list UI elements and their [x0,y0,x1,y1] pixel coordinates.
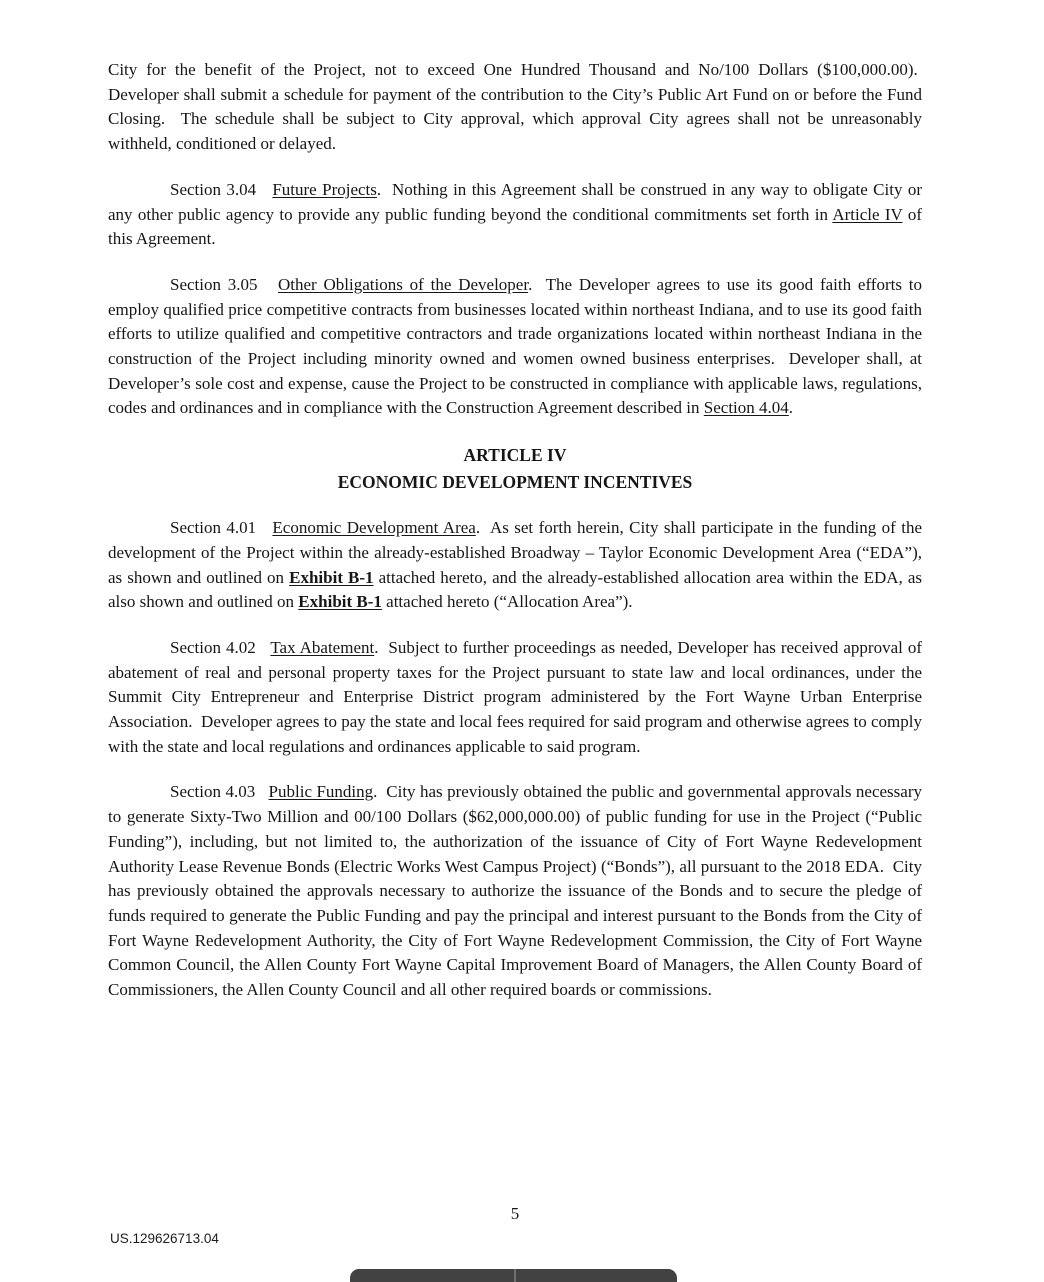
page-number: 5 [510,1204,520,1223]
paragraph [108,516,922,615]
text-run: . Subject to further proceedings as needed, Developer has received approval of abatement of real and personal property taxes for the Project pursuant to state law and local ordinances, under the Summit City Entrepreneur and Enterprise District program administered by the Fort Wayne Urban Enterprise Association. Developer agrees to pay the state and local fees required for said program and otherwise agrees to comply with the state and local regulations and ordinances applicable to said program. [108,637,923,756]
document-body [108,58,922,1024]
paragraph [108,58,922,157]
section-title: Other Obligations of the Developer [278,274,529,294]
section-title: Tax Abatement [270,637,375,657]
text-run: City for the benefit of the Project, not to exceed One Hundred Thousand and No/100 Dollars ($100,000.00). Developer shall submit a schedule for payment of the contribution to the City’s Public Art Fund on or before the Fund Closing. The schedule shall be subject to City approval, which approval City agrees shall not be unreasonably withheld, conditioned or delayed. [108,60,922,154]
cross-reference: Section 4.04 [703,398,789,418]
section-title: Economic Development Area [272,518,476,538]
exhibit-reference: Exhibit B-1 [289,567,374,587]
section-title: Future Projects [272,179,377,199]
paragraph [108,273,922,421]
document-number: US.129626713.04 [110,1231,219,1246]
text-run: . As set forth herein, City shall participate in the funding of the development of the Project within the already-established Broadway – Taylor Economic Development Area (“EDA”), as shown and outlined on [108,518,922,587]
text-run: attached hereto, and the already-established allocation area within the EDA, as also shown and outlined on [108,567,922,612]
section-number: Section 3.05 [170,274,278,294]
text-run: . Nothing in this Agreement shall be construed in any way to obligate City or any other public agency to provide any public funding beyond the conditional commitments set forth in [108,179,922,224]
section-number: Section 4.03 [170,782,269,802]
bottom-overlay-bar[interactable] [350,1269,677,1282]
text-run: . City has previously obtained the public and governmental approvals necessary to generate Sixty-Two Million and 00/100 Dollars ($62,000,000.00) of public funding for use in the Project (“Public Funding”), including, but not limited to, the authorization of the issuance of City of Fort Wayne Redevelopment Authority Lease Revenue Bonds (Electric Works West Campus Project) (“Bonds”), all pursuant to the 2018 EDA. City has previously obtained the approvals necessary to authorize the issuance of the Bonds and to secure the pledge of funds required to generate the Public Funding and pay the principal and interest pursuant to the Bonds from the City of Fort Wayne Redevelopment Authority, the City of Fort Wayne Redevelopment Commission, the City of Fort Wayne Common Council, the Allen County Fort Wayne Capital Improvement Board of Managers, the Allen County Board of Commissioners, the Allen County Council and all other required boards or commissions. [108,782,922,1000]
section-number: Section 4.02 [170,637,271,657]
paragraph [108,636,922,760]
section-number: Section 4.01 [170,518,273,538]
paragraph [108,178,922,252]
article-heading-line: ARTICLE IV [463,445,567,466]
article-heading [108,442,922,495]
overlay-bar-divider [514,1269,516,1282]
paragraph [108,780,922,1002]
text-run: . [788,398,794,418]
article-heading-line: ECONOMIC DEVELOPMENT INCENTIVES [337,471,693,492]
section-number: Section 3.04 [170,179,273,199]
text-run: . The Developer agrees to use its good faith efforts to employ qualified price competitive contracts from businesses located within northeast Indiana, and to use its good faith efforts to utilize qualified and competitive contractors and trade organizations located within northeast Indiana in the construction of the Project including minority owned and women owned business enterprises. Developer shall, at Developer’s sole cost and expense, cause the Project to be constructed in compliance with applicable laws, regulations, codes and ordinances and in compliance with the Construction Agreement described in [108,274,923,418]
text-run: attached hereto (“Allocation Area”). [381,592,633,612]
text-run: of this Agreement. [108,204,922,249]
exhibit-reference: Exhibit B-1 [298,592,382,612]
cross-reference: Article IV [832,204,903,224]
section-title: Public Funding [268,782,374,802]
